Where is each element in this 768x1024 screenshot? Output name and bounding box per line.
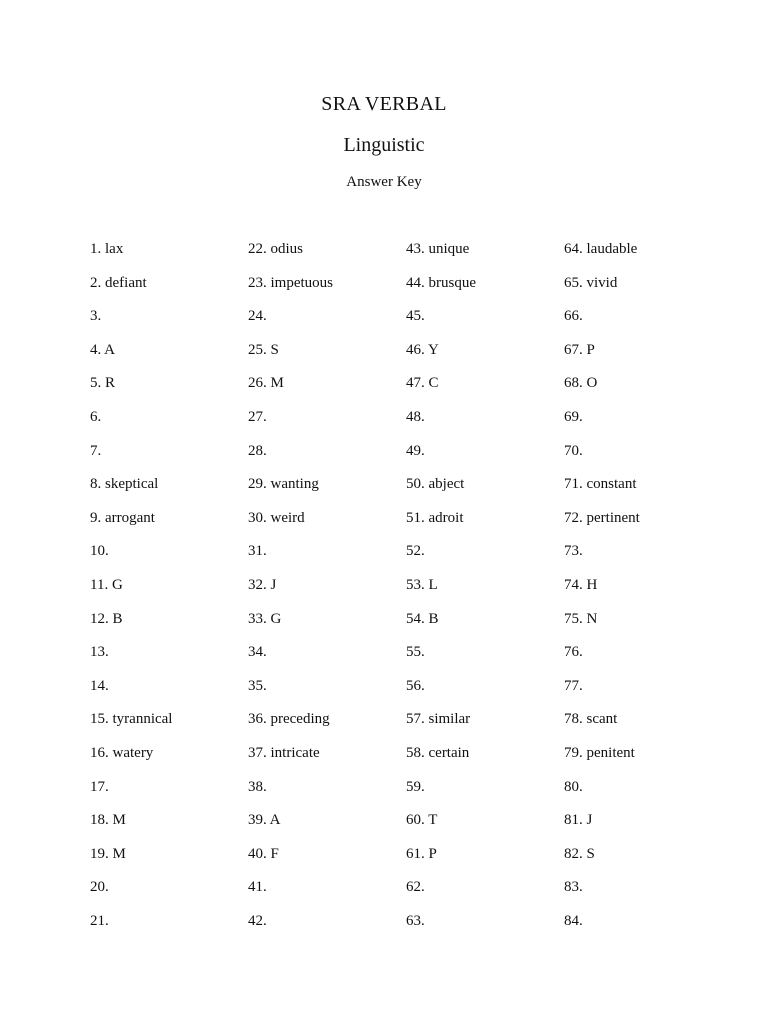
- answer-item: 53. L: [406, 576, 438, 593]
- answer-item: 46. Y: [406, 341, 439, 358]
- answer-column-4: [564, 240, 724, 945]
- answer-item: 56.: [406, 677, 425, 694]
- answer-item: 64. laudable: [564, 241, 638, 257]
- answer-column-2: [248, 240, 408, 945]
- answer-item: 73.: [564, 543, 583, 560]
- answer-item: 4. A: [90, 341, 116, 358]
- answer-item: 27.: [248, 408, 267, 425]
- document-subtitle: Linguistic: [343, 134, 425, 156]
- answer-item: 54. B: [406, 610, 439, 627]
- answer-item: 33. G: [248, 610, 282, 627]
- answer-item: 58. certain: [406, 744, 470, 761]
- answer-item: 42.: [248, 912, 267, 929]
- answer-list: [90, 240, 730, 940]
- answer-item: 17.: [90, 778, 109, 795]
- answer-item: 3.: [90, 308, 102, 325]
- answer-item: 29. wanting: [248, 476, 319, 493]
- document-caption: Answer Key: [346, 174, 422, 190]
- answer-item: 20.: [90, 879, 109, 896]
- answer-item: 51. adroit: [406, 509, 464, 526]
- answer-item: 74. H: [564, 576, 598, 593]
- answer-item: 6.: [90, 408, 102, 425]
- answer-item: 13.: [90, 644, 109, 661]
- answer-item: 78. scant: [564, 711, 618, 728]
- answer-item: 2. defiant: [90, 274, 147, 291]
- answer-item: 31.: [248, 543, 267, 560]
- answer-item: 52.: [406, 543, 425, 560]
- answer-item: 59.: [406, 778, 425, 795]
- answer-item: 21.: [90, 912, 109, 929]
- answer-item: 19. M: [90, 845, 126, 862]
- answer-item: 47. C: [406, 375, 439, 392]
- answer-item: 50. abject: [406, 476, 465, 493]
- answer-item: 75. N: [564, 610, 598, 627]
- answer-item: 48.: [406, 408, 425, 425]
- answer-item: 69.: [564, 408, 583, 425]
- answer-item: 28.: [248, 442, 267, 459]
- answer-item: 77.: [564, 677, 583, 694]
- answer-item: 23. impetuous: [248, 274, 333, 291]
- answer-item: 18. M: [90, 812, 126, 829]
- answer-item: 14.: [90, 677, 109, 694]
- answer-item: 68. O: [564, 375, 598, 392]
- answer-item: 49.: [406, 442, 425, 459]
- answer-item: 38.: [248, 778, 267, 795]
- answer-item: 83.: [564, 879, 583, 896]
- answer-item: 26. M: [248, 375, 284, 392]
- answer-item: 43. unique: [406, 241, 470, 257]
- answer-item: 79. penitent: [564, 744, 635, 761]
- answer-item: 71. constant: [564, 476, 637, 493]
- answer-item: 22. odius: [248, 241, 304, 257]
- answer-item: 34.: [248, 644, 267, 661]
- answer-item: 45.: [406, 308, 425, 325]
- answer-item: 16. watery: [90, 744, 154, 761]
- answer-item: 84.: [564, 912, 583, 929]
- answer-column-3: [406, 240, 566, 945]
- answer-item: 15. tyrannical: [90, 711, 173, 728]
- answer-item: 30. weird: [248, 509, 305, 526]
- answer-item: 67. P: [564, 341, 595, 358]
- answer-item: 11. G: [90, 576, 123, 593]
- answer-item: 70.: [564, 442, 583, 459]
- answer-item: 44. brusque: [406, 274, 476, 291]
- answer-item: 60. T: [406, 812, 438, 829]
- answer-item: 24.: [248, 308, 267, 325]
- answer-item: 8. skeptical: [90, 476, 159, 493]
- answer-item: 65. vivid: [564, 274, 618, 291]
- answer-item: 57. similar: [406, 711, 471, 728]
- answer-item: 66.: [564, 308, 583, 325]
- answer-item: 82. S: [564, 845, 595, 862]
- answer-item: 61. P: [406, 845, 437, 862]
- answer-item: 32. J: [248, 576, 277, 593]
- answer-column-1: [90, 240, 250, 945]
- answer-item: 9. arrogant: [90, 509, 155, 526]
- answer-item: 37. intricate: [248, 744, 320, 761]
- answer-item: 5. R: [90, 375, 116, 392]
- answer-item: 41.: [248, 879, 267, 896]
- answer-item: 55.: [406, 644, 425, 661]
- answer-item: 10.: [90, 543, 109, 560]
- answer-item: 35.: [248, 677, 267, 694]
- answer-item: 39. A: [248, 812, 281, 829]
- answer-item: 1. lax: [90, 241, 124, 257]
- answer-item: 76.: [564, 644, 583, 661]
- answer-item: 25. S: [248, 341, 279, 358]
- answer-item: 12. B: [90, 610, 123, 627]
- answer-item: 80.: [564, 778, 583, 795]
- answer-item: 7.: [90, 442, 102, 459]
- answer-item: 63.: [406, 912, 425, 929]
- document-title: SRA VERBAL: [321, 93, 447, 115]
- answer-item: 62.: [406, 879, 425, 896]
- answer-item: 81. J: [564, 812, 593, 829]
- answer-item: 40. F: [248, 845, 279, 862]
- answer-item: 72. pertinent: [564, 509, 640, 526]
- answer-item: 36. preceding: [248, 711, 330, 728]
